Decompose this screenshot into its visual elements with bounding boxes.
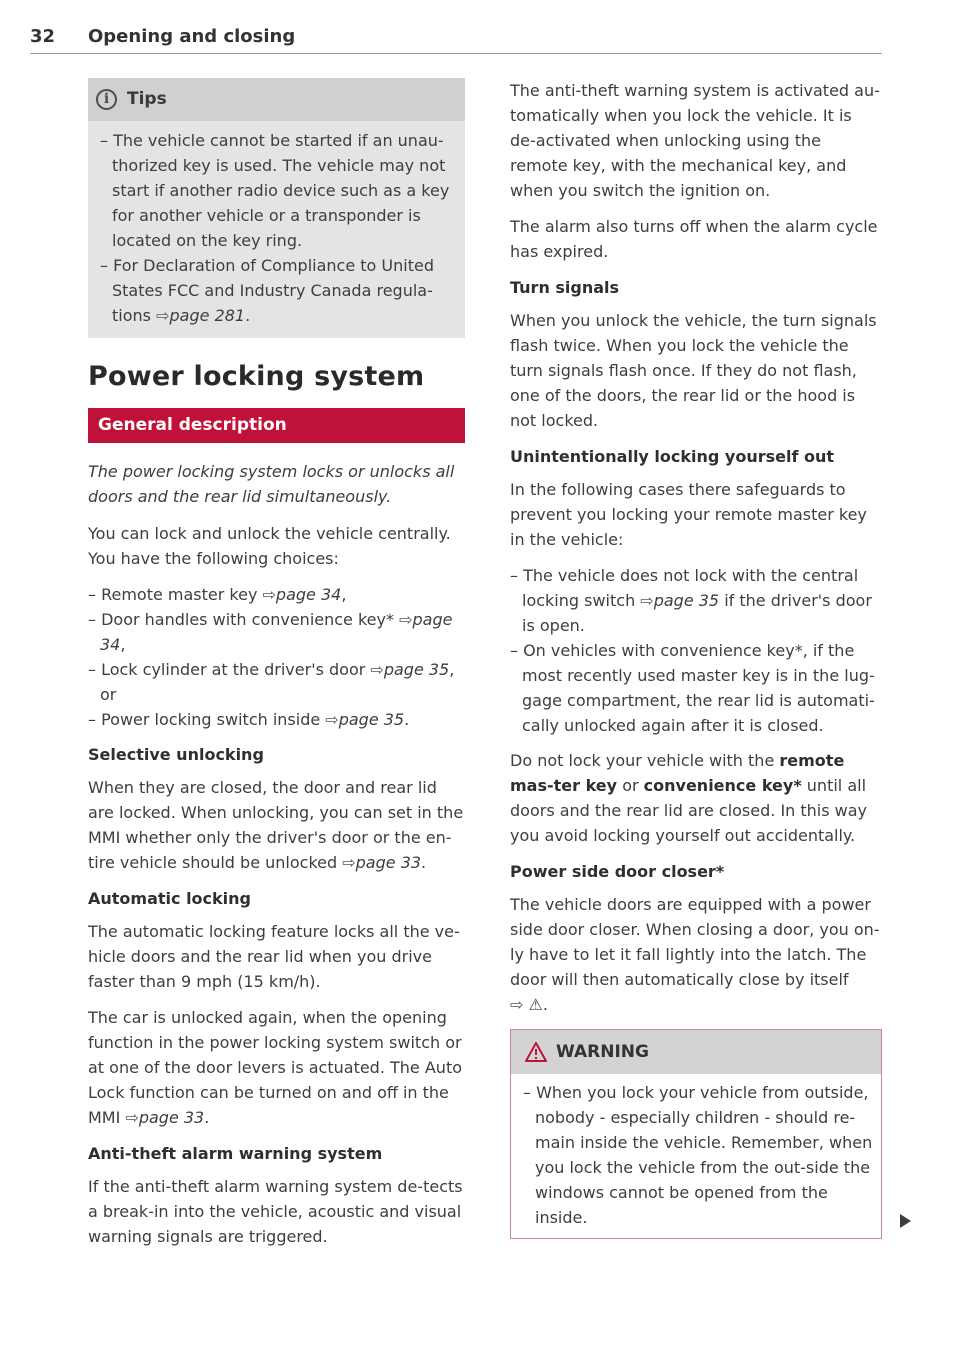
paragraph: The automatic locking feature locks all the ve-hicle doors and the rear lid when you drive faster than 9 mph (15 km/h).	[88, 922, 460, 991]
paragraph: In the following cases there safeguards to prevent you locking your remote master key in the vehicle:	[510, 480, 867, 549]
arrow-right-icon: ⇨	[370, 660, 384, 679]
page-reference-link[interactable]: page 33	[355, 853, 422, 872]
subsection-bar: General description	[88, 408, 465, 443]
selective-unlocking-heading: Selective unlocking	[88, 745, 264, 764]
page-reference-link[interactable]: page 35	[653, 591, 720, 610]
paragraph: The anti-theft warning system is activated au-tomatically when you lock the vehicle. It is de-activated when unlocking using the remote key, with the mechanical key, and when you switch the ignition on.	[510, 81, 880, 200]
page-number: 32	[30, 26, 56, 47]
list-item	[88, 607, 465, 657]
paragraph-text: The car is unlocked again, when the opening function in the power locking system switch or at one of the door levers is actuated. The Auto Lock function can be turned on and off in the MMI	[88, 1008, 462, 1127]
arrow-right-icon: ⇨	[342, 853, 356, 872]
list-item-text: – The vehicle does not lock with the central locking switch	[510, 566, 859, 610]
tips-item: – The vehicle cannot be started if an unau-thorized key is used. The vehicle may not start if another radio device such as a key for another vehicle or a transponder is located on the key ring.	[100, 131, 450, 250]
paragraph: You can lock and unlock the vehicle centrally. You have the following choices:	[88, 524, 451, 568]
punctuation: ,	[341, 585, 347, 604]
safeguards-list	[510, 563, 882, 738]
list-item-text: – Door handles with convenience key*	[88, 610, 394, 629]
paragraph	[510, 892, 882, 1017]
page-reference-link[interactable]: page 33	[138, 1108, 205, 1127]
warning-item: – When you lock your vehicle from outside, nobody - especially children - should re-main inside the vehicle. Remember, when you lock the vehicle from the out-side the windows cannot be opened from the inside.	[523, 1083, 873, 1227]
arrow-right-icon: ⇨	[510, 995, 524, 1014]
arrow-right-icon: ⇨	[262, 585, 276, 604]
punctuation: ,	[120, 635, 126, 654]
right-column	[510, 78, 882, 1239]
list-item: – On vehicles with convenience key*, if the most recently used master key is in the lug-gage compartment, the rear lid is automati-cally unlocked again after it is closed.	[510, 641, 875, 735]
warning-header	[511, 1030, 881, 1074]
paragraph	[88, 1005, 465, 1130]
punctuation: .	[204, 1108, 210, 1127]
paragraph-text: or	[622, 776, 639, 795]
warning-triangle-icon	[525, 1042, 547, 1062]
tips-body	[88, 121, 465, 338]
intro-text: The power locking system locks or unlocks all doors and the rear lid simultaneously.	[88, 462, 455, 506]
list-item	[88, 657, 465, 707]
page-reference-link[interactable]: page 35	[383, 660, 450, 679]
warning-reference-icon[interactable]: ⚠	[528, 995, 543, 1014]
punctuation: .	[542, 995, 548, 1014]
tips-item	[100, 253, 457, 328]
choices-list	[88, 582, 465, 732]
paragraph-text: The vehicle doors are equipped with a power side door closer. When closing a door, you on-ly have to let it fall lightly into the latch. The door will then automatically close by itself	[510, 895, 880, 989]
arrow-right-icon: ⇨	[640, 591, 654, 610]
list-item	[88, 582, 465, 607]
list-item-text: – Lock cylinder at the driver's door	[88, 660, 366, 679]
automatic-locking-heading: Automatic locking	[88, 889, 251, 908]
list-item	[88, 707, 465, 732]
paragraph: If the anti-theft alarm warning system de-tects a break-in into the vehicle, acoustic and visual warning signals are triggered.	[88, 1177, 463, 1246]
emphasis-text: convenience key*	[643, 776, 802, 795]
page-reference-link[interactable]: page 281	[169, 306, 246, 325]
warning-body	[511, 1074, 881, 1238]
list-item-text: – Power locking switch inside	[88, 710, 321, 729]
paragraph	[510, 748, 882, 848]
power-door-closer-heading: Power side door closer*	[510, 862, 725, 881]
turn-signals-heading: Turn signals	[510, 278, 620, 297]
warning-box	[510, 1029, 882, 1239]
list-item-text: – Remote master key	[88, 585, 258, 604]
continue-arrow-icon	[900, 1214, 911, 1228]
paragraph	[88, 775, 465, 875]
anti-theft-heading: Anti-theft alarm warning system	[88, 1144, 383, 1163]
locking-yourself-out-heading: Unintentionally locking yourself out	[510, 447, 835, 466]
list-item-text: if the driver's door is open.	[522, 591, 872, 635]
page-reference-link[interactable]: page 34	[100, 610, 453, 654]
punctuation: , or	[100, 660, 455, 704]
page-reference-link[interactable]: page 34	[275, 585, 342, 604]
page-header	[30, 24, 882, 54]
emphasis-text: remote mas-ter key	[510, 751, 845, 795]
warning-title: WARNING	[556, 1041, 649, 1062]
paragraph-text: When they are closed, the door and rear lid are locked. When unlocking, you can set in the MMI whether only the driver's door or the en-tire vehicle should be unlocked	[88, 778, 464, 872]
paragraph: The alarm also turns off when the alarm cycle has expired.	[510, 217, 878, 261]
paragraph-text: until all doors and the rear lid are closed. In this way you avoid locking yourself out accidentally.	[510, 776, 868, 845]
punctuation: .	[245, 306, 251, 325]
arrow-right-icon: ⇨	[156, 306, 170, 325]
punctuation: .	[404, 710, 410, 729]
tips-header	[88, 78, 465, 121]
left-column	[88, 78, 465, 1260]
tips-item-text: – For Declaration of Compliance to United States FCC and Industry Canada regula-tions	[100, 256, 434, 325]
arrow-right-icon: ⇨	[399, 610, 413, 629]
paragraph-text: Do not lock your vehicle with the	[510, 751, 775, 770]
list-item	[510, 563, 882, 638]
section-title: Opening and closing	[88, 26, 296, 47]
punctuation: .	[421, 853, 427, 872]
arrow-right-icon: ⇨	[125, 1108, 139, 1127]
info-icon: i	[96, 89, 117, 110]
tips-title: Tips	[127, 89, 167, 109]
main-title: Power locking system	[88, 361, 425, 392]
arrow-right-icon: ⇨	[325, 710, 339, 729]
paragraph: When you unlock the vehicle, the turn signals flash twice. When you lock the vehicle the turn signals flash once. If they do not flash, one of the doors, the rear lid or the hood is not locked.	[510, 311, 877, 430]
page-reference-link[interactable]: page 35	[338, 710, 405, 729]
tips-box	[88, 78, 465, 338]
